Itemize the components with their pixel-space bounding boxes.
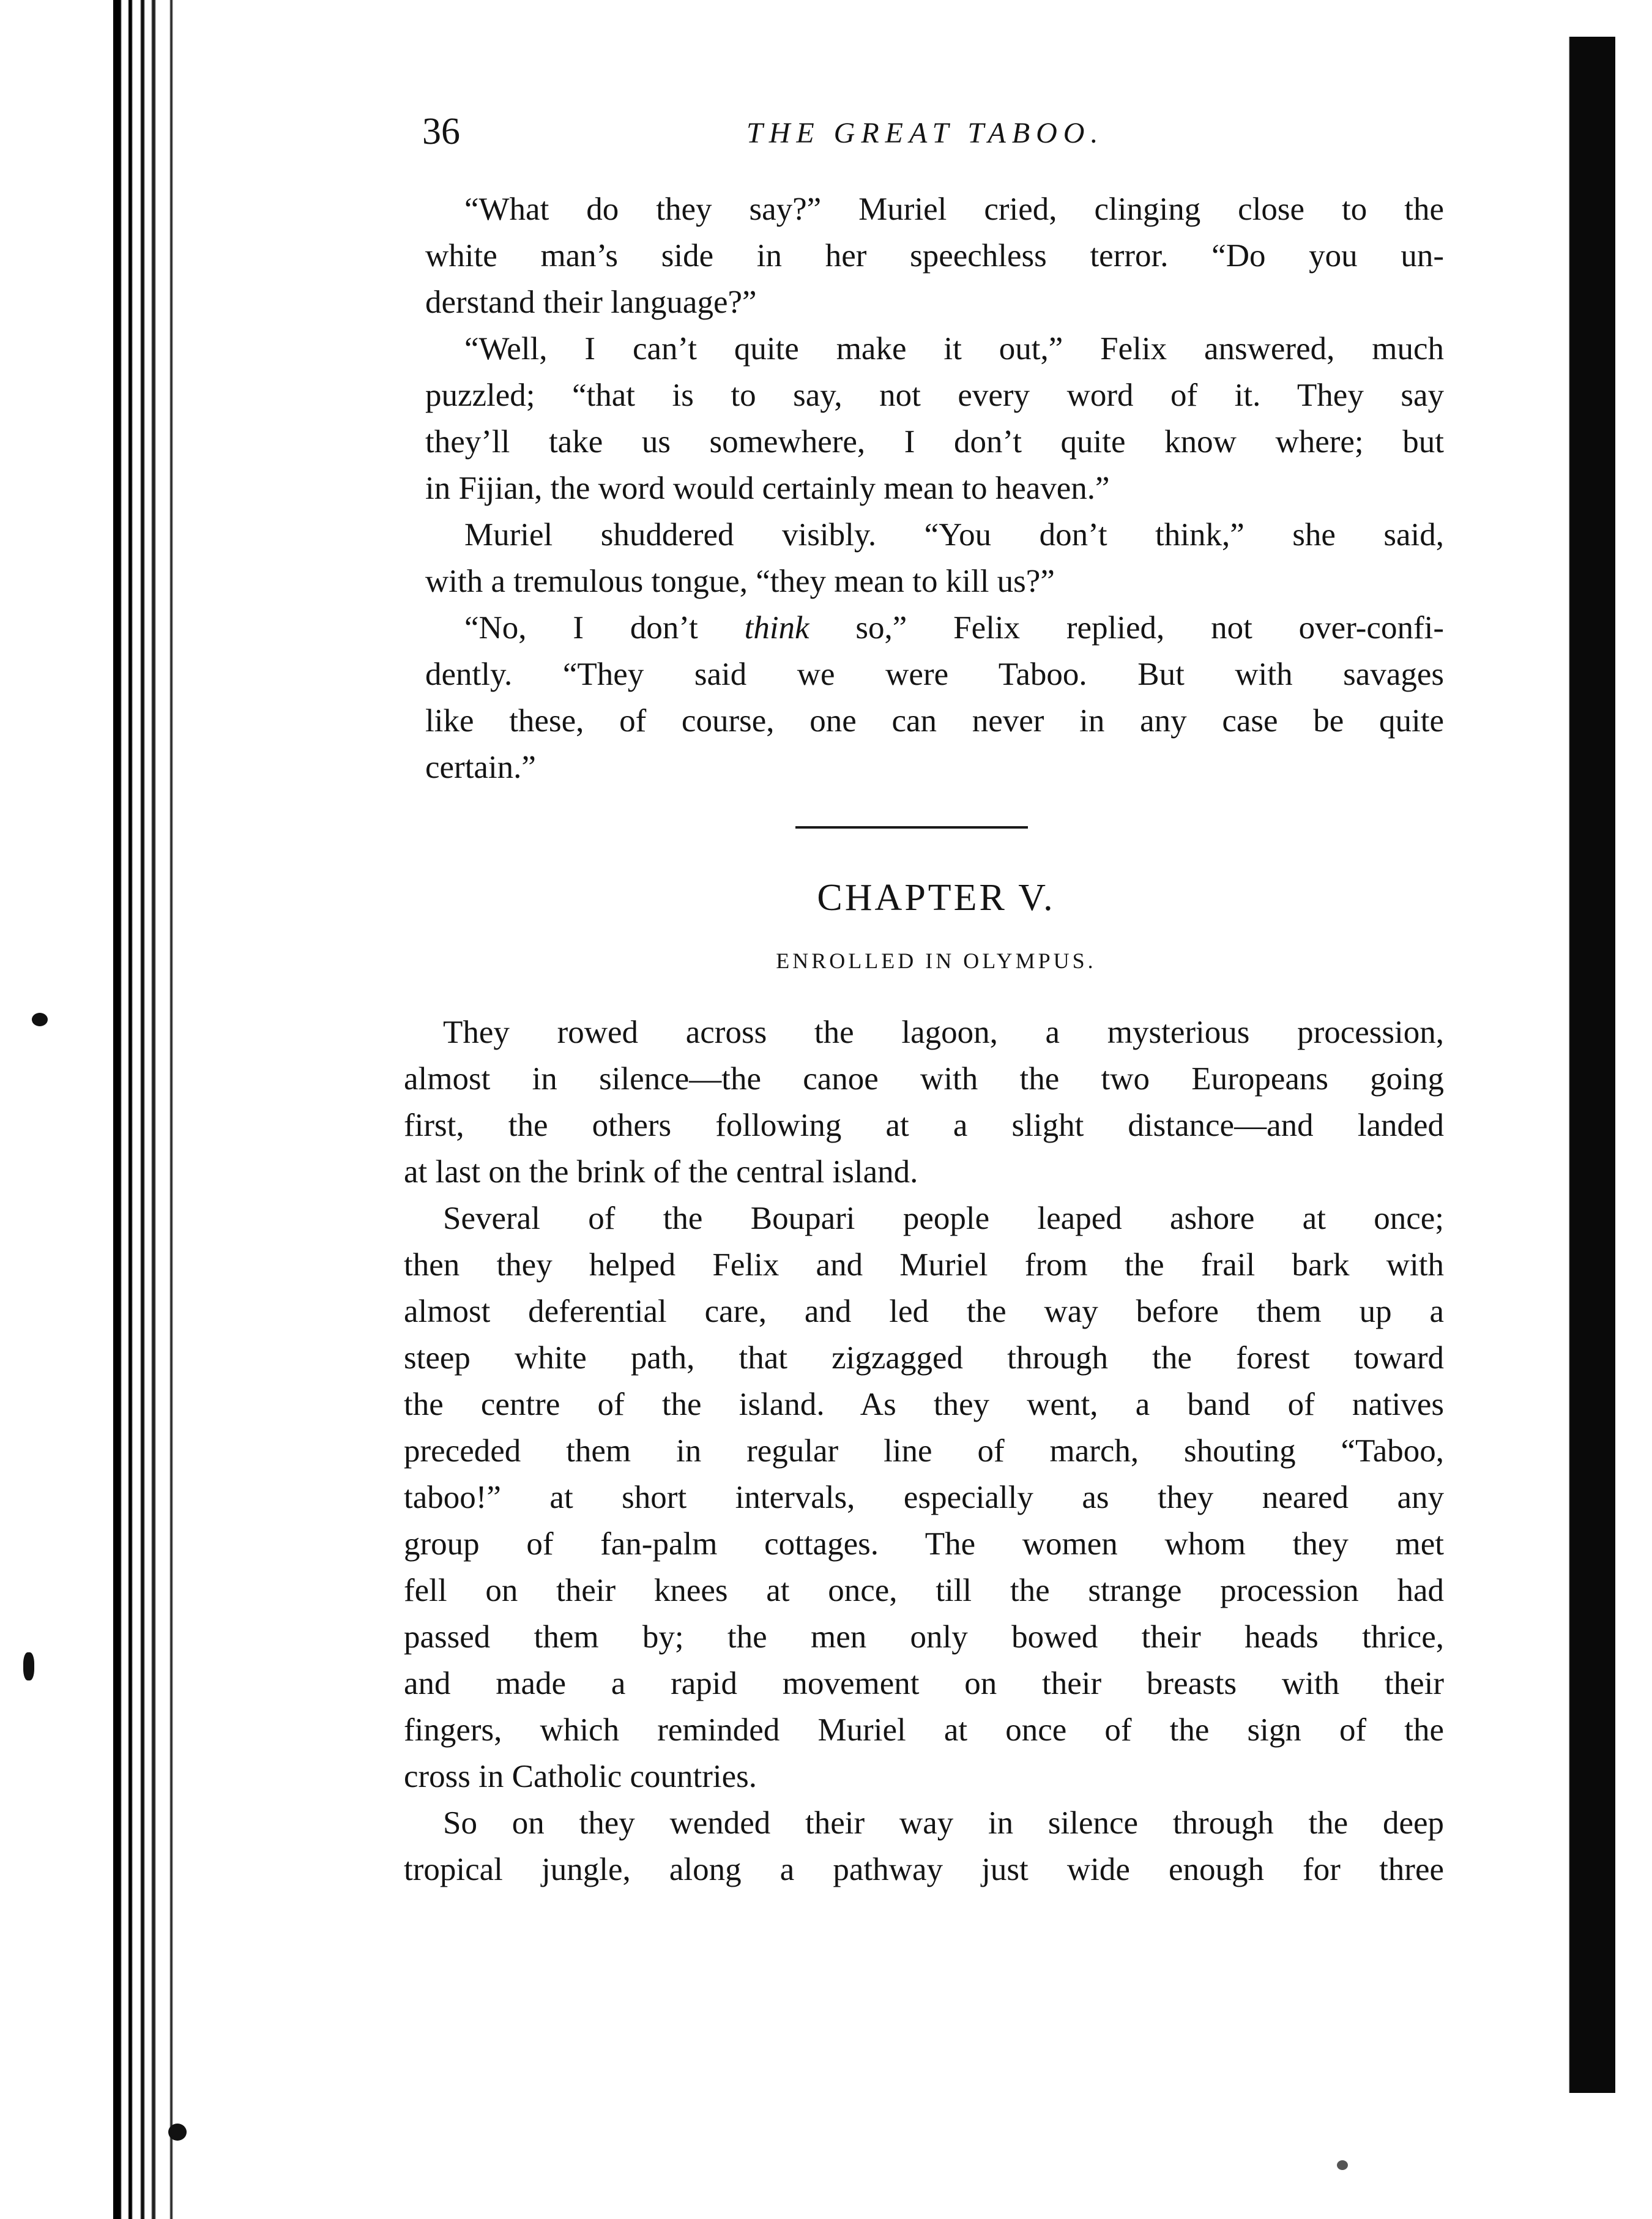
text-line: almost deferential care, and led the way before them up a xyxy=(404,1294,1444,1329)
text-line: puzzled; “that is to say, not every word of it. They say xyxy=(425,378,1444,413)
book-spine-edge xyxy=(113,0,236,2219)
body-text-bottom xyxy=(404,1009,1444,1893)
text-line: cross in Catholic countries. xyxy=(404,1759,757,1794)
text-line: dently. “They said we were Taboo. But with savages xyxy=(425,657,1444,692)
section-divider xyxy=(795,826,1028,829)
book-page xyxy=(404,110,1444,1893)
text-line: derstand their language?” xyxy=(425,285,757,320)
text-line: steep white path, that zigzagged through the forest toward xyxy=(404,1340,1444,1376)
text-line: Several of the Boupari people leaped ashore at once; xyxy=(443,1201,1444,1236)
chapter-subtitle: ENROLLED IN OLYMPUS. xyxy=(776,949,1096,973)
text-line: They rowed across the lagoon, a mysterious procession, xyxy=(443,1015,1444,1050)
italic-word: think xyxy=(744,610,809,646)
text-line: the centre of the island. As they went, a band of natives xyxy=(404,1387,1444,1422)
text-line: “Well, I can’t quite make it out,” Felix answered, much xyxy=(464,331,1444,367)
text-line: So on they wended their way in silence through the deep xyxy=(443,1805,1444,1841)
text-segment: “No, I don’t xyxy=(464,610,745,646)
text-line: white man’s side in her speechless terror. “Do you un- xyxy=(425,238,1444,274)
text-line: tropical jungle, along a pathway just wide enough for three xyxy=(404,1852,1444,1887)
page-number: 36 xyxy=(422,111,460,152)
text-line: certain.” xyxy=(425,750,536,785)
page-header xyxy=(404,110,1444,159)
scan-margin-right xyxy=(1615,0,1652,2219)
text-line: like these, of course, one can never in any case be quite xyxy=(425,703,1444,739)
text-line: fingers, which reminded Muriel at once of the sign of the xyxy=(404,1712,1444,1748)
text-line: “What do they say?” Muriel cried, clinging close to the xyxy=(464,192,1444,227)
text-line xyxy=(425,605,1444,651)
scan-speck xyxy=(1337,2160,1348,2170)
text-line: first, the others following at a slight distance—and landed xyxy=(404,1108,1444,1143)
text-line: taboo!” at short intervals, especially as they neared any xyxy=(404,1480,1444,1515)
running-title: THE GREAT TABOO. xyxy=(746,117,1104,149)
text-line: fell on their knees at once, till the strange procession had xyxy=(404,1573,1444,1608)
text-line: and made a rapid movement on their breasts with their xyxy=(404,1666,1444,1701)
text-line: group of fan-palm cottages. The women whom they met xyxy=(404,1526,1444,1562)
text-segment: so,” Felix replied, not over-confi- xyxy=(809,610,1444,646)
text-line: in Fijian, the word would certainly mean to heaven.” xyxy=(425,471,1110,506)
scan-speck xyxy=(23,1652,34,1680)
scan-speck xyxy=(168,2124,187,2141)
text-line: preceded them in regular line of march, shouting “Taboo, xyxy=(404,1433,1444,1469)
body-text-top xyxy=(404,186,1444,791)
text-line: almost in silence—the canoe with the two Europeans going xyxy=(404,1061,1444,1097)
text-line: passed them by; the men only bowed their heads thrice, xyxy=(404,1619,1444,1655)
text-line: Muriel shuddered visibly. “You don’t think,” she said, xyxy=(464,517,1444,553)
text-line: they’ll take us somewhere, I don’t quite know where; but xyxy=(425,424,1444,460)
scan-margin-left xyxy=(0,0,113,2219)
chapter-heading: CHAPTER V. xyxy=(817,877,1055,919)
text-line: with a tremulous tongue, “they mean to kill us?” xyxy=(425,564,1055,599)
scan-speck xyxy=(32,1013,48,1026)
text-line: at last on the brink of the central island. xyxy=(404,1154,918,1190)
text-line: then they helped Felix and Muriel from the frail bark with xyxy=(404,1247,1444,1283)
